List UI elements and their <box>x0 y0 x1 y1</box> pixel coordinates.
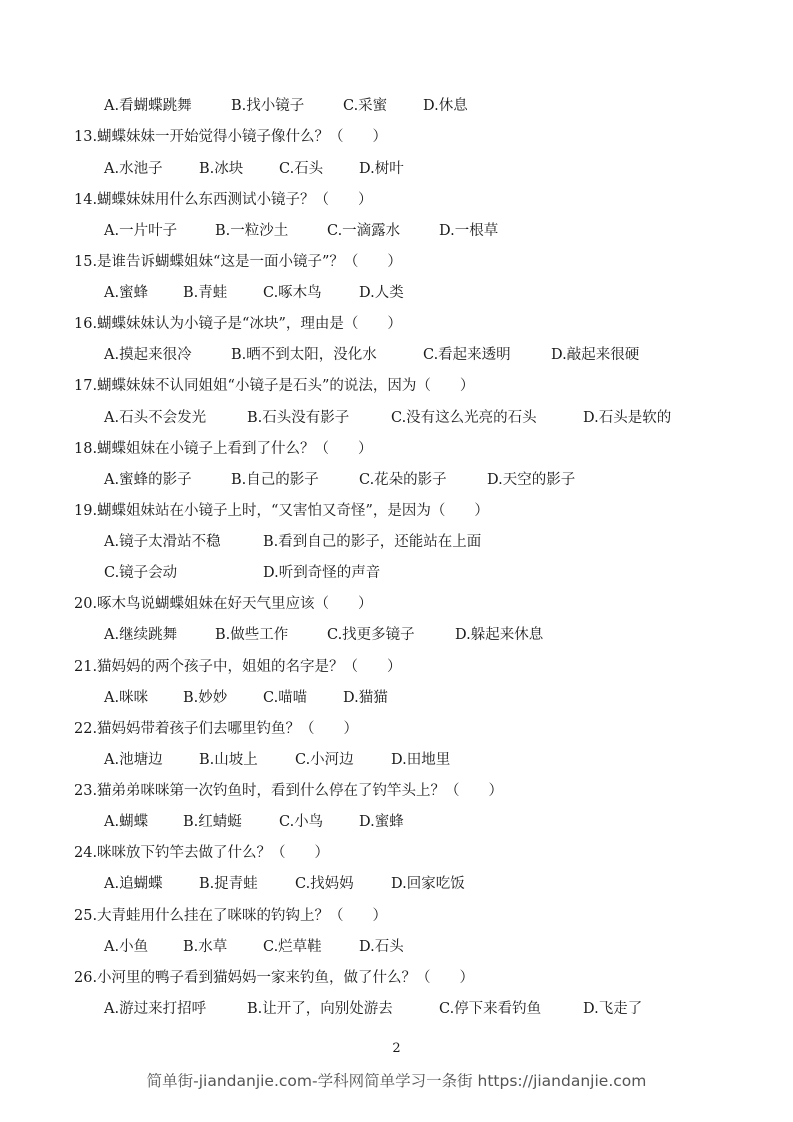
option-a: A.蜜蜂的影子 <box>104 472 192 488</box>
question-13: 13.蝴蝶妹妹一开始觉得小镜子像什么？（ ） <box>74 129 388 145</box>
question-19: 19.蝴蝶姐妹站在小镜子上时，“又害怕又奇怪”，是因为（ ） <box>74 503 489 519</box>
option-d: D.休息 <box>423 98 468 114</box>
option-d: D.躲起来休息 <box>455 627 544 643</box>
option-a: A.池塘边 <box>104 752 163 768</box>
option-c: C.花朵的影子 <box>359 472 447 488</box>
option-d: D.回家吃饭 <box>391 876 465 892</box>
option-a: A.小鱼 <box>104 939 149 955</box>
question-22: 22.猫妈妈带着孩子们去哪里钓鱼？（ ） <box>74 721 359 737</box>
option-b: B.青蛙 <box>183 285 228 301</box>
option-c: C.石头 <box>279 161 324 177</box>
option-d: D.飞走了 <box>583 1001 643 1017</box>
option-b: B.冰块 <box>199 161 244 177</box>
option-c: C.小鸟 <box>279 814 324 830</box>
option-c: C.停下来看钓鱼 <box>439 1001 542 1017</box>
question-16: 16.蝴蝶妹妹认为小镜子是“冰块”，理由是（ ） <box>74 316 402 332</box>
option-b: B.石头没有影子 <box>247 410 350 426</box>
option-d: D.敲起来很硬 <box>551 347 640 363</box>
option-b: B.捉青蛙 <box>199 876 258 892</box>
option-a: A.摸起来很冷 <box>104 347 192 363</box>
option-c: C.看起来透明 <box>423 347 511 363</box>
option-c: C.小河边 <box>295 752 354 768</box>
question-26: 26.小河里的鸭子看到猫妈妈一家来钓鱼，做了什么？（ ） <box>74 970 475 986</box>
option-d: D.石头是软的 <box>583 410 672 426</box>
option-c: C.烂草鞋 <box>263 939 322 955</box>
option-a: A.游过来打招呼 <box>104 1001 207 1017</box>
option-d: D.石头 <box>359 939 404 955</box>
option-c: C.找妈妈 <box>295 876 354 892</box>
option-b: B.自己的影子 <box>231 472 319 488</box>
option-c: C.没有这么光亮的石头 <box>391 410 537 426</box>
option-a: A.蜜蜂 <box>104 285 149 301</box>
option-a: A.咪咪 <box>104 690 149 706</box>
option-a: A.一片叶子 <box>104 223 178 239</box>
option-b: B.山坡上 <box>199 752 258 768</box>
option-d: D.人类 <box>359 285 404 301</box>
option-c: C.采蜜 <box>343 98 388 114</box>
option-d: D.天空的影子 <box>487 472 576 488</box>
question-24: 24.咪咪放下钓竿去做了什么？（ ） <box>74 845 330 861</box>
option-a: A.石头不会发光 <box>104 410 207 426</box>
option-d: D.一根草 <box>439 223 499 239</box>
option-b: B.找小镜子 <box>231 98 305 114</box>
option-b: B.晒不到太阳，没化水 <box>231 347 377 363</box>
option-c: C.镜子会动 <box>104 565 178 581</box>
option-b: B.一粒沙土 <box>215 223 289 239</box>
option-b: B.红蜻蜓 <box>183 814 242 830</box>
question-18: 18.蝴蝶姐妹在小镜子上看到了什么？（ ） <box>74 441 373 457</box>
option-c: C.一滴露水 <box>327 223 401 239</box>
page-number: 2 <box>392 1041 401 1056</box>
option-d: D.猫猫 <box>343 690 388 706</box>
question-21: 21.猫妈妈的两个孩子中，姐姐的名字是？（ ） <box>74 659 402 675</box>
option-b: B.看到自己的影子，还能站在上面 <box>263 534 482 550</box>
option-c: C.找更多镜子 <box>327 627 415 643</box>
question-23: 23.猫弟弟咪咪第一次钓鱼时，看到什么停在了钓竿头上？（ ） <box>74 783 504 799</box>
option-c: C.啄木鸟 <box>263 285 322 301</box>
question-25: 25.大青蛙用什么挂在了咪咪的钓钩上？（ ） <box>74 908 388 924</box>
question-20: 20.啄木鸟说蝴蝶姐妹在好天气里应该（ ） <box>74 596 373 612</box>
question-15: 15.是谁告诉蝴蝶姐妹“这是一面小镜子”？（ ） <box>74 254 402 270</box>
option-a: A.追蝴蝶 <box>104 876 163 892</box>
option-a: A.看蝴蝶跳舞 <box>104 98 192 114</box>
option-b: B.让开了，向别处游去 <box>247 1001 393 1017</box>
question-17: 17.蝴蝶妹妹不认同姐姐“小镜子是石头”的说法，因为（ ） <box>74 378 475 394</box>
option-a: A.镜子太滑站不稳 <box>104 534 221 550</box>
option-c: C.喵喵 <box>263 690 308 706</box>
option-d: D.蜜蜂 <box>359 814 404 830</box>
option-a: A.继续跳舞 <box>104 627 178 643</box>
option-a: A.蝴蝶 <box>104 814 149 830</box>
option-b: B.做些工作 <box>215 627 289 643</box>
footer-watermark: 简单街-jiandanjie.com-学科网简单学习一条街 https://jiandanjie.com <box>146 1072 647 1090</box>
option-d: D.田地里 <box>391 752 451 768</box>
question-14: 14.蝴蝶妹妹用什么东西测试小镜子？（ ） <box>74 192 373 208</box>
option-d: D.听到奇怪的声音 <box>263 565 381 581</box>
option-b: B.水草 <box>183 939 228 955</box>
option-b: B.妙妙 <box>183 690 228 706</box>
option-a: A.水池子 <box>104 161 163 177</box>
option-d: D.树叶 <box>359 161 404 177</box>
